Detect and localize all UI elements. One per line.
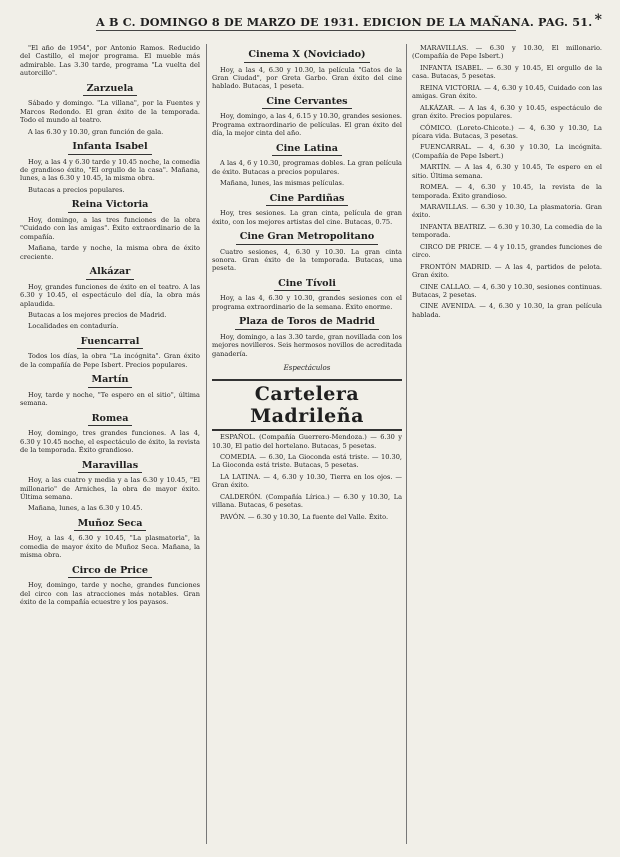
article-paragraph: ESPAÑOL. (Compañía Guerrero-Mendoza.) — 6.30 y 10.30, El patio del hortelano. Butacas, 5 pesetas. — [212, 433, 402, 450]
section-heading — [212, 50, 402, 63]
section-heading — [20, 200, 200, 213]
article-paragraph: PAVÓN. — 6.30 y 10.30, La fuente del Valle. Éxito. — [220, 512, 389, 521]
article-paragraph: FRONTÓN MADRID. — A las 4, partidos de pelota. Gran éxito. — [412, 262, 602, 280]
section-heading — [20, 267, 200, 280]
section-heading-text: Cine Cervantes — [262, 97, 351, 110]
article-paragraph: MARTÍN. — A las 4, 6.30 y 10.45, Te espero en el sitio. Última semana. — [412, 163, 602, 180]
section-heading — [20, 142, 200, 155]
article-paragraph: CALDERÓN. (Compañía Lírica.) — 6.30 y 10.30, La villana. Butacas, 6 pesetas. — [212, 492, 402, 510]
section-heading — [20, 337, 200, 350]
article-paragraph: FUENCARRAL. — 4, 6.30 y 10.30, La incógnita. (Compañía de Pepe Isbert.) — [412, 143, 602, 160]
article-paragraph: CÓMICO. (Loreto-Chicote.) — 4, 6.30 y 10.30, La pícara vida. Butacas, 3 pesetas. — [412, 123, 602, 140]
section-heading-text: Cine Latina — [272, 144, 342, 157]
article-paragraph: A las 6.30 y 10.30, gran función de gala. — [28, 127, 164, 136]
section-heading-text: Cine Pardiñas — [266, 194, 349, 207]
article-paragraph: Hoy, a las 4, 6.30 y 10.30, grandes sesiones con el programa extraordinario de la semana. Éxito enorme. — [212, 294, 402, 311]
article-paragraph: Hoy, grandes funciones de éxito en el teatro. A las 6.30 y 10.45, el espectáculo del día, la obra más aplaudida. — [20, 282, 200, 308]
article-paragraph: ALKÁZAR. — A las 4, 6.30 y 10.45, espectáculo de gran éxito. Precios populares. — [412, 103, 602, 121]
column-1 — [20, 44, 200, 844]
article-paragraph: COMEDIA. — 6.30, La Gioconda está triste. — 10.30, La Gioconda está triste. Butacas, 5 pesetas. — [212, 453, 402, 470]
folio-mark: * — [594, 12, 602, 28]
column-rule-right — [406, 44, 407, 844]
article-paragraph: Hoy, domingo, a las 4, 6.15 y 10.30, grandes sesiones. Programa extraordinario de películas. El gran éxito del día, la mejor cinta del año. — [212, 112, 402, 138]
section-heading-text: Cine Gran Metropolitano — [236, 232, 379, 245]
article-paragraph: MARAVILLAS. — 6.30 y 10.30, La plasmatoria. Gran éxito. — [412, 203, 602, 220]
section-heading-text: Romea — [88, 414, 133, 427]
article-paragraph: Hoy, a las 4, 6.30 y 10.30, la película "Gatos de la Gran Ciudad", por Greta Garbo. Gran éxito del cine hablado. Butacas, 1 peseta. — [212, 65, 402, 91]
article-paragraph: Localidades en contaduría. — [28, 322, 119, 331]
article-paragraph: CIRCO DE PRICE. — 4 y 10.15, grandes funciones de circo. — [412, 242, 602, 260]
article-paragraph: "El año de 1954", por Antonio Ramos. Reducido del Castillo, el mejor programa. El mueble más admirable. Las 3.30 tarde, programa "La vuelta del autorcillo". — [20, 44, 200, 78]
section-heading-text: Cinema X (Noviciado) — [244, 50, 369, 63]
article-paragraph: Butacas a precios populares. — [28, 185, 125, 194]
section-heading — [212, 97, 402, 110]
article-paragraph: INFANTA ISABEL. — 6.30 y 10.45, El orgullo de la casa. Butacas, 5 pesetas. — [412, 63, 602, 81]
article-paragraph: Mañana, tarde y noche, la misma obra de éxito creciente. — [20, 244, 200, 261]
section-heading-text: Infanta Isabel — [68, 142, 151, 155]
section-heading-text: Maravillas — [78, 461, 142, 474]
article-paragraph: MARAVILLAS. — 6.30 y 10.30, El millonario. (Compañía de Pepe Isbert.) — [412, 44, 602, 61]
section-heading — [212, 317, 402, 330]
section-heading — [20, 519, 200, 532]
section-heading-text: Reina Victoria — [68, 200, 153, 213]
cartelera-heading: Cartelera Madrileña — [212, 379, 402, 431]
section-heading — [20, 375, 200, 388]
column-3 — [412, 44, 602, 844]
article-paragraph: Hoy, domingo, a las tres funciones de la obra "Cuidado con las amigas". Éxito extraordinario de la compañía. — [20, 215, 200, 241]
section-heading-text: Muñoz Seca — [74, 519, 147, 532]
article-paragraph: Hoy, domingo, a las 3.30 tarde, gran novillada con los mejores novilleros. Seis hermosos novillos de acreditada ganadería. — [212, 332, 402, 358]
section-heading — [212, 194, 402, 207]
section-heading — [20, 84, 200, 97]
section-heading-text: Fuencarral — [77, 337, 144, 350]
article-paragraph: REINA VICTORIA. — 4, 6.30 y 10.45, Cuidado con las amigas. Gran éxito. — [412, 83, 602, 101]
article-paragraph: Hoy, tarde y noche, "Te espero en el sitio", última semana. — [20, 390, 200, 408]
article-paragraph: CINE AVENIDA. — 4, 6.30 y 10.30, la gran película hablada. — [412, 302, 602, 319]
article-paragraph: Sábado y domingo. "La villana", por la Fuentes y Marcos Redondo. El gran éxito de la temporada. Todo el mundo al teatro. — [20, 99, 200, 125]
section-heading — [212, 144, 402, 157]
article-paragraph: Mañana, lunes, las mismas películas. — [220, 179, 345, 188]
article-paragraph: Hoy, a las cuatro y media y a las 6.30 y 10.45, "El millonario" de Arniches, la obra de mayor éxito. Última semana. — [20, 476, 200, 501]
column-rule-left — [206, 44, 207, 844]
section-heading — [212, 279, 402, 292]
page-header: A B C. DOMINGO 8 DE MARZO DE 1931. EDICION DE LA MAÑANA. PAG. 51. — [96, 15, 593, 29]
section-heading-text: Martín — [88, 375, 133, 388]
column-2 — [212, 44, 402, 844]
section-heading-text: Zarzuela — [83, 84, 138, 97]
section-heading-text: Cine Tívoli — [274, 279, 340, 292]
article-paragraph: Todos los días, la obra "La incógnita". Gran éxito de la compañía de Pepe Isbert. Precios populares. — [20, 352, 200, 369]
article-paragraph: Hoy, a las 4 y 6.30 tarde y 10.45 noche, la comedia de grandioso éxito, "El orgullo de la casa". Mañana, lunes, a las 6.30 y 10.45, la misma obra. — [20, 157, 200, 183]
article-paragraph: ROMEA. — 4, 6.30 y 10.45, la revista de la temporada. Éxito grandioso. — [412, 183, 602, 200]
article-paragraph: A las 4, 6 y 10.30, programas dobles. La gran película de éxito. Butacas a precios populares. — [212, 159, 402, 176]
section-heading — [20, 566, 200, 579]
section-heading-text: Alkázar — [86, 267, 135, 280]
article-paragraph: Hoy, a las 4, 6.30 y 10.45, "La plasmatoria", la comedia de mayor éxito de Muñoz Seca. Mañana, la misma obra. — [20, 534, 200, 560]
section-heading-text: Plaza de Toros de Madrid — [235, 317, 379, 330]
article-paragraph: Butacas a los mejores precios de Madrid. — [28, 310, 167, 319]
article-paragraph: CINE CALLAO. — 4, 6.30 y 10.30, sesiones continuas. Butacas, 2 pesetas. — [412, 282, 602, 299]
article-paragraph: Cuatro sesiones, 4, 6.30 y 10.30. La gran cinta sonora. Gran éxito de la temporada. Butacas, una peseta. — [212, 247, 402, 273]
article-paragraph: Mañana, lunes, a las 6.30 y 10.45. — [28, 504, 143, 513]
article-paragraph: Hoy, domingo, tarde y noche, grandes funciones del circo con las atracciones más notables. Gran éxito de la compañía ecuestre y los payasos. — [20, 581, 200, 607]
article-paragraph: LA LATINA. — 4, 6.30 y 10.30, Tierra en los ojos. — Gran éxito. — [212, 472, 402, 490]
section-heading — [20, 461, 200, 474]
section-heading — [20, 414, 200, 427]
article-paragraph: Hoy, domingo, tres grandes funciones. A las 4, 6.30 y 10.45 noche, el espectáculo de éxito, la revista de la temporada. Éxito grandioso. — [20, 429, 200, 455]
article-paragraph: INFANTA BEATRIZ. — 6.30 y 10.30, La comedia de la temporada. — [412, 222, 602, 240]
section-heading-text: Circo de Price — [68, 566, 152, 579]
cartel-subhead: Espectáculos — [283, 364, 331, 373]
section-heading — [212, 232, 402, 245]
article-paragraph: Hoy, tres sesiones. La gran cinta, película de gran éxito, con los mejores artistas del cine. Butacas, 0.75. — [212, 209, 402, 226]
